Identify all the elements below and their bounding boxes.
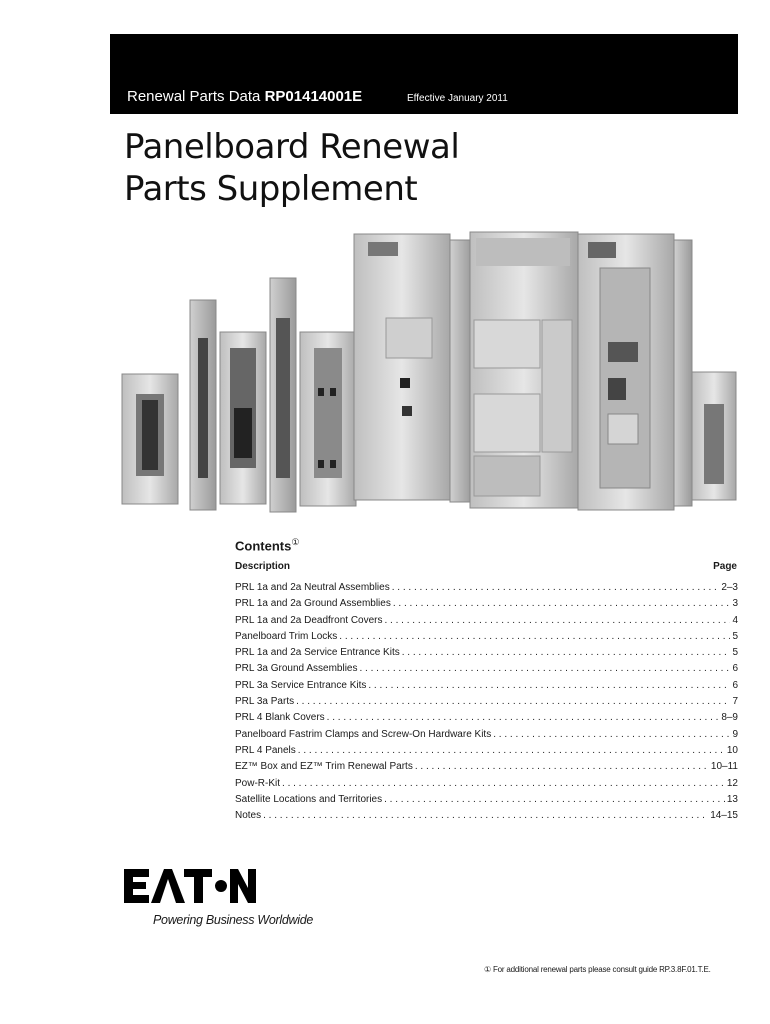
contents-heading	[235, 537, 299, 553]
toc-row	[235, 792, 738, 808]
contents-heading-text: Contents	[235, 538, 292, 554]
toc-page-number: 10	[726, 744, 738, 756]
toc-leader-dots	[282, 776, 725, 792]
toc-label: Panelboard Fastrim Clamps and Screw-On Hardware Kits	[235, 728, 492, 740]
footnote-marker: ①	[291, 537, 300, 547]
toc-row	[235, 694, 738, 710]
doc-type-prefix: Renewal Parts Data	[127, 88, 265, 105]
toc-page-number: 3	[732, 598, 738, 610]
toc-row	[235, 808, 738, 824]
toc-label: PRL 1a and 2a Neutral Assemblies	[235, 582, 390, 593]
toc-leader-dots	[493, 727, 730, 743]
toc-page-number: 6	[732, 679, 738, 691]
toc-row	[235, 678, 738, 694]
toc-leader-dots	[385, 613, 731, 629]
page-title	[124, 126, 459, 210]
toc-leader-dots	[296, 694, 730, 710]
toc-page-number: 4	[732, 614, 738, 626]
page-column-header: Page	[713, 561, 737, 572]
toc-row	[235, 727, 738, 743]
toc-leader-dots	[392, 580, 720, 596]
toc-row	[235, 613, 738, 629]
toc-label: Pow-R-Kit	[235, 777, 281, 789]
toc-row	[235, 710, 738, 726]
doc-number: RP01414001E	[264, 88, 363, 105]
toc-leader-dots	[359, 661, 730, 677]
toc-label: PRL 1a and 2a Ground Assemblies	[235, 598, 391, 610]
toc-row	[235, 743, 738, 759]
eaton-logo	[124, 866, 256, 906]
toc-page-number: 12	[726, 777, 738, 789]
toc-row	[235, 776, 738, 792]
toc-page-number: 9	[732, 728, 738, 740]
toc-row	[235, 596, 738, 612]
toc-page-number: 7	[732, 696, 738, 708]
toc-label: EZ™ Box and EZ™ Trim Renewal Parts	[235, 761, 413, 773]
toc-leader-dots	[415, 759, 709, 775]
toc-row	[235, 645, 738, 661]
footnote: ① For additional renewal parts please consult guide RP.3.8F.01.T.E.	[484, 965, 711, 974]
title-line-2: Parts Supplement	[124, 169, 418, 209]
brand-tagline: Powering Business Worldwide	[153, 913, 314, 927]
toc-row	[235, 661, 738, 677]
toc-label: Notes	[235, 810, 262, 822]
toc-page-number: 8–9	[721, 712, 738, 724]
toc-leader-dots	[393, 596, 731, 612]
toc-label: PRL 3a Parts	[235, 696, 295, 708]
toc-leader-dots	[384, 792, 725, 808]
toc-label: PRL 1a and 2a Deadfront Covers	[235, 614, 383, 626]
toc-page-number: 5	[732, 647, 738, 659]
toc-leader-dots	[327, 710, 720, 726]
toc-page-number: 5	[732, 630, 738, 642]
toc-label: PRL 3a Ground Assemblies	[235, 663, 358, 675]
toc-leader-dots	[402, 645, 731, 661]
header-bar	[110, 34, 738, 114]
doc-type-label	[127, 88, 362, 105]
description-column-header: Description	[235, 561, 291, 572]
toc-label: PRL 4 Blank Covers	[235, 712, 325, 724]
effective-date: Effective January 2011	[407, 93, 508, 104]
toc-label: PRL 4 Panels	[235, 744, 296, 756]
toc-page-number: 13	[726, 793, 738, 805]
toc-label: PRL 1a and 2a Service Entrance Kits	[235, 647, 400, 659]
toc-leader-dots	[339, 629, 730, 645]
toc-row	[235, 629, 738, 645]
panelboard-product-photo	[118, 228, 738, 520]
toc-page-number: 14–15	[710, 810, 738, 822]
table-of-contents	[235, 580, 738, 824]
toc-page-number: 2–3	[721, 582, 738, 593]
toc-page-number: 10–11	[710, 761, 738, 773]
toc-label: PRL 3a Service Entrance Kits	[235, 679, 367, 691]
toc-label: Satellite Locations and Territories	[235, 793, 383, 805]
toc-leader-dots	[298, 743, 725, 759]
toc-leader-dots	[368, 678, 730, 694]
toc-page-number: 6	[732, 663, 738, 675]
toc-row	[235, 759, 738, 775]
toc-label: Panelboard Trim Locks	[235, 630, 338, 642]
toc-row	[235, 580, 738, 596]
toc-leader-dots	[263, 808, 708, 824]
title-line-1: Panelboard Renewal	[124, 127, 460, 167]
